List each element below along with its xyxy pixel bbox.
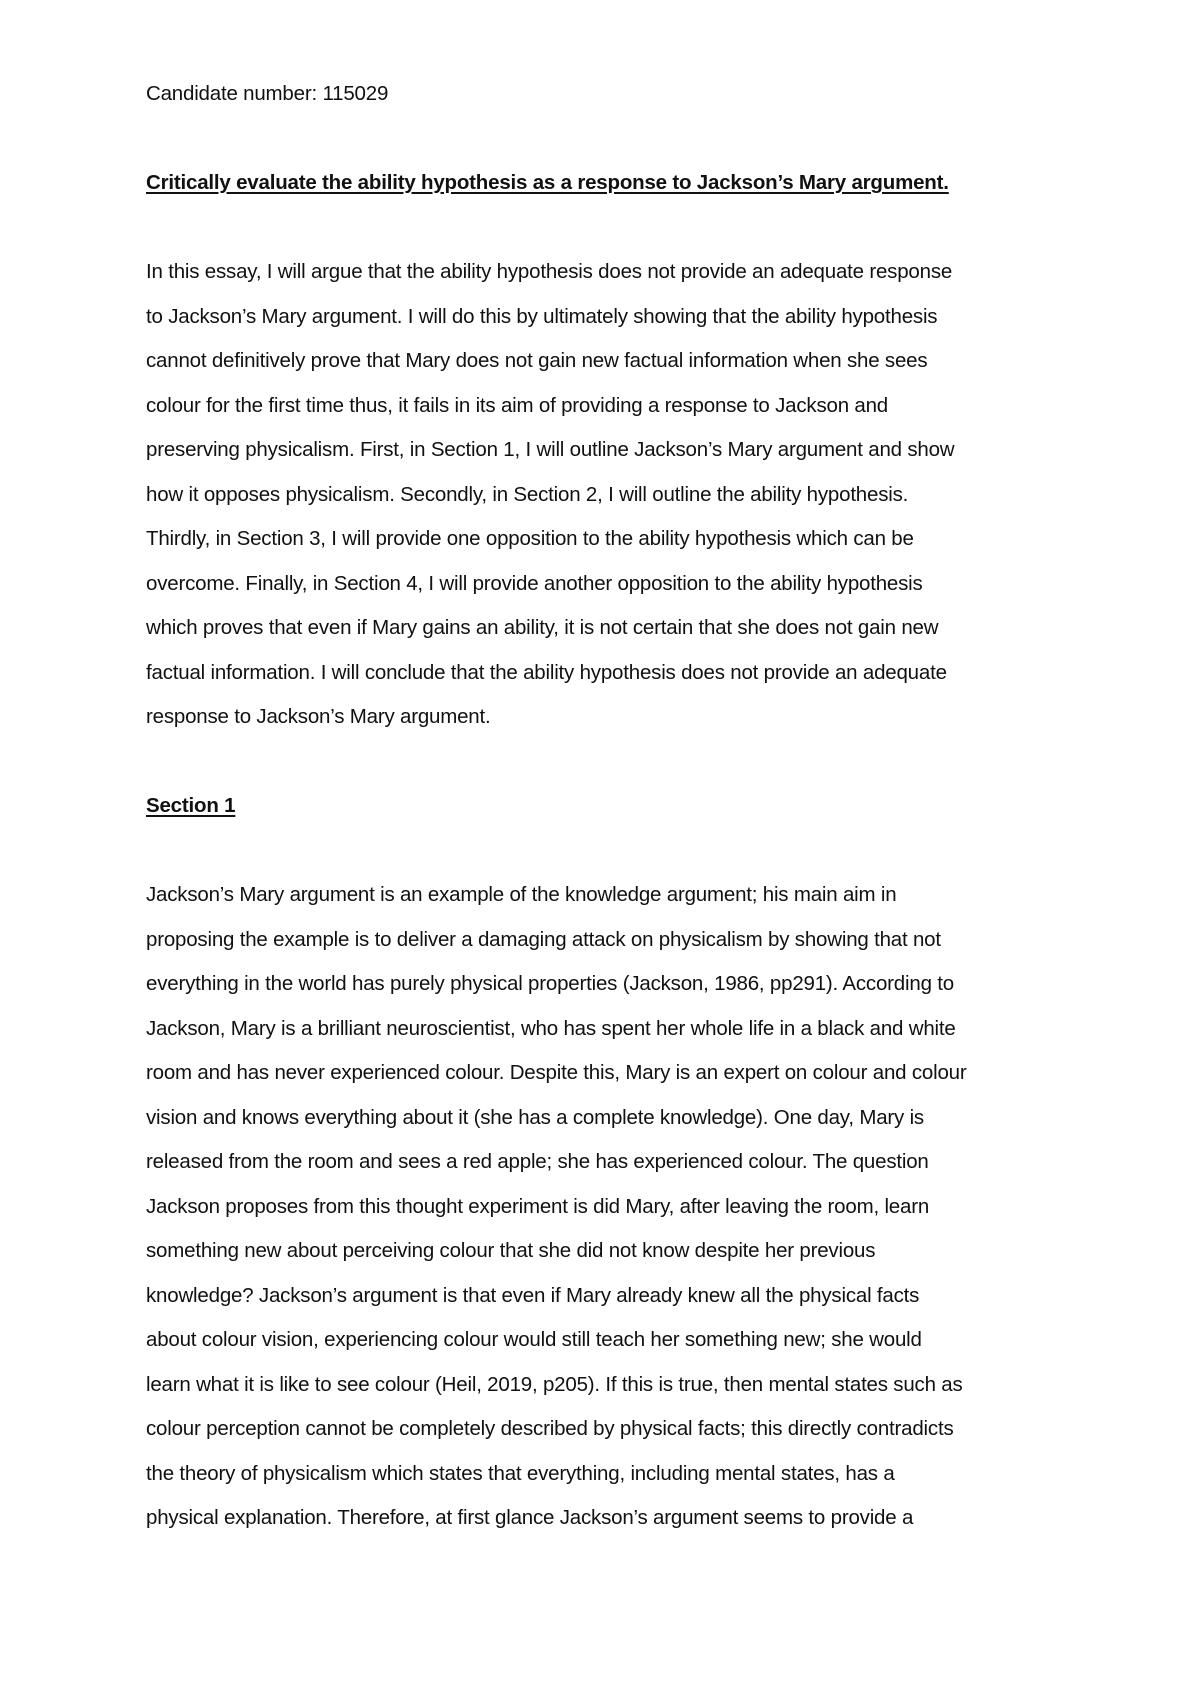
section1-line: about colour vision, experiencing colour would still teach her something new; she would xyxy=(146,1328,922,1351)
intro-line: In this essay, I will argue that the ability hypothesis does not provide an adequate response xyxy=(146,260,953,283)
spacer xyxy=(146,206,1066,251)
essay-title: Critically evaluate the ability hypothesis as a response to Jackson’s Mary argument. xyxy=(146,171,949,194)
intro-line: how it opposes physicalism. Secondly, in Section 2, I will outline the ability hypothesis. xyxy=(146,482,909,506)
section1-line: something new about perceiving colour that she did not know despite her previous xyxy=(146,1239,876,1262)
section1-paragraph xyxy=(146,873,1066,1541)
intro-line: overcome. Finally, in Section 4, I will provide another opposition to the ability hypothesis xyxy=(146,571,923,595)
section1-line: Jackson, Mary is a brilliant neuroscientist, who has spent her whole life in a black and white xyxy=(146,1016,956,1040)
intro-line: colour for the first time thus, it fails in its aim of providing a response to Jackson and xyxy=(146,393,888,417)
candidate-number: Candidate number: 115029 xyxy=(146,82,389,105)
intro-line: cannot definitively prove that Mary does not gain new factual information when she sees xyxy=(146,349,928,372)
intro-line: which proves that even if Mary gains an ability, it is not certain that she does not gain new xyxy=(146,616,939,639)
section1-line: room and has never experienced colour. Despite this, Mary is an expert on colour and colour xyxy=(146,1061,967,1084)
section-heading: Section 1 xyxy=(146,794,236,817)
intro-line: response to Jackson’s Mary argument. xyxy=(146,705,491,728)
section1-line: the theory of physicalism which states that everything, including mental states, has a xyxy=(146,1461,895,1485)
spacer xyxy=(146,117,1066,162)
section1-line: learn what it is like to see colour (Heil, 2019, p205). If this is true, then mental states such as xyxy=(146,1372,963,1396)
intro-line: factual information. I will conclude that the ability hypothesis does not provide an adequate xyxy=(146,660,947,684)
section1-line: vision and knows everything about it (she has a complete knowledge). One day, Mary is xyxy=(146,1105,924,1129)
spacer xyxy=(146,829,1066,874)
intro-paragraph xyxy=(146,250,1066,740)
intro-line: Thirdly, in Section 3, I will provide one opposition to the ability hypothesis which can be xyxy=(146,527,914,550)
intro-line: preserving physicalism. First, in Section 1, I will outline Jackson’s Mary argument and show xyxy=(146,438,955,461)
section1-line: Jackson’s Mary argument is an example of the knowledge argument; his main aim in xyxy=(146,883,897,906)
section1-line: colour perception cannot be completely described by physical facts; this directly contradicts xyxy=(146,1417,954,1440)
section1-line: knowledge? Jackson’s argument is that even if Mary already knew all the physical facts xyxy=(146,1283,920,1307)
spacer xyxy=(146,740,1066,785)
section1-line: released from the room and sees a red apple; she has experienced colour. The question xyxy=(146,1150,929,1173)
section1-line: physical explanation. Therefore, at first glance Jackson’s argument seems to provide a xyxy=(146,1506,914,1529)
section1-line: everything in the world has purely physical properties (Jackson, 1986, pp291). According to xyxy=(146,972,954,995)
document-body xyxy=(146,72,1066,1541)
intro-line: to Jackson’s Mary argument. I will do this by ultimately showing that the ability hypothesis xyxy=(146,304,938,328)
section1-line: Jackson proposes from this thought experiment is did Mary, after leaving the room, learn xyxy=(146,1194,930,1218)
section1-line: proposing the example is to deliver a damaging attack on physicalism by showing that not xyxy=(146,927,941,951)
